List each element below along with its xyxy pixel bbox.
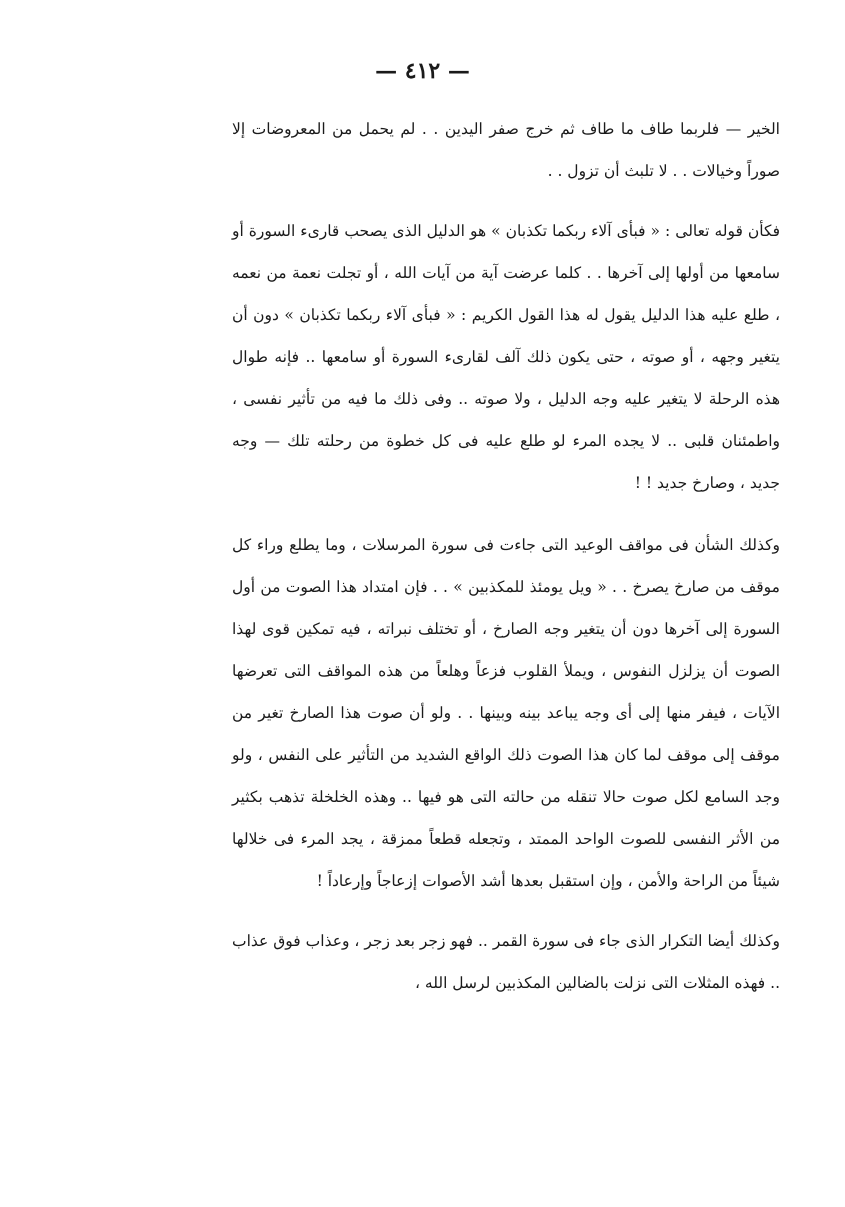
paragraph-2: فكأن قوله تعالى : « فبأى آلاء ربكما تكذبان » هو الدليل الذى يصحب قارىء السورة أو سامعها من أولها إلى آخرها . . كلما عرضت آية من آيات الله ، أو تجلت نعمة من نعمه ، طلع عليه هذا الدليل يقول له هذا القول الكريم : « فبأى آلاء ربكما تكذبان » دون أن يتغير وجهه ، أو صوته ، حتى يكون ذلك آلف لقارىء السورة أو سامعها .. فإنه طوال هذه الرحلة لا يتغير عليه وجه الدليل ، ولا صوته .. وفى ذلك ما فيه من تأثير نفسى ، واطمئنان قلبى .. لا يجده المرء لو طلع عليه فى كل خطوة من رحلته تلك — وجه جديد ، وصارخ جديد ! ! (232, 222, 780, 492)
paragraph-3: وكذلك الشأن فى مواقف الوعيد التى جاءت فى سورة المرسلات ، وما يطلع وراء كل موقف من صارخ يصرخ . . « ويل يومئذ للمكذبين » . . فإن امتداد هذا الصوت من أول السورة إلى آخرها دون أن يتغير وجه الصارخ ، أو تختلف نبراته ، فيه تمكين قوى لهذا الصوت أن يزلزل النفوس ، ويملأ القلوب فزعاً وهلعاً من هذه المواقف التى تعرضها الآيات ، فيفر منها إلى أى وجه يباعد بينه وبينها . . ولو أن صوت هذا الصارخ تغير من موقف إلى موقف لما كان هذا الصوت ذلك الواقع الشديد من التأثير على النفس ، ولو وجد السامع لكل صوت حالا تنقله من حالته التى هو فيها .. وهذه الخلخلة تذهب بكثير من الأثر النفسى للصوت الواحد الممتد ، وتجعله قطعاً ممزقة ، يجد المرء فى خلالها شيئاً من الراحة والأمن ، وإن استقبل بعدها أشد الأصوات إزعاجاً وإرعاداً ! (232, 536, 780, 890)
page-body (232, 108, 780, 1026)
page-number: — ٤١٢ — (375, 58, 470, 84)
paragraph-1: الخير — فلربما طاف ما طاف ثم خرج صفر اليدين . . لم يحمل من المعروضات إلا صوراً وخيالات . . لا تلبث أن تزول . . (232, 120, 780, 180)
paragraph-4: وكذلك أيضا التكرار الذى جاء فى سورة القمر .. فهو زجر بعد زجر ، وعذاب فوق عذاب .. فهذه المثلات التى نزلت بالضالين المكذبين لرسل الله ، (232, 932, 780, 992)
